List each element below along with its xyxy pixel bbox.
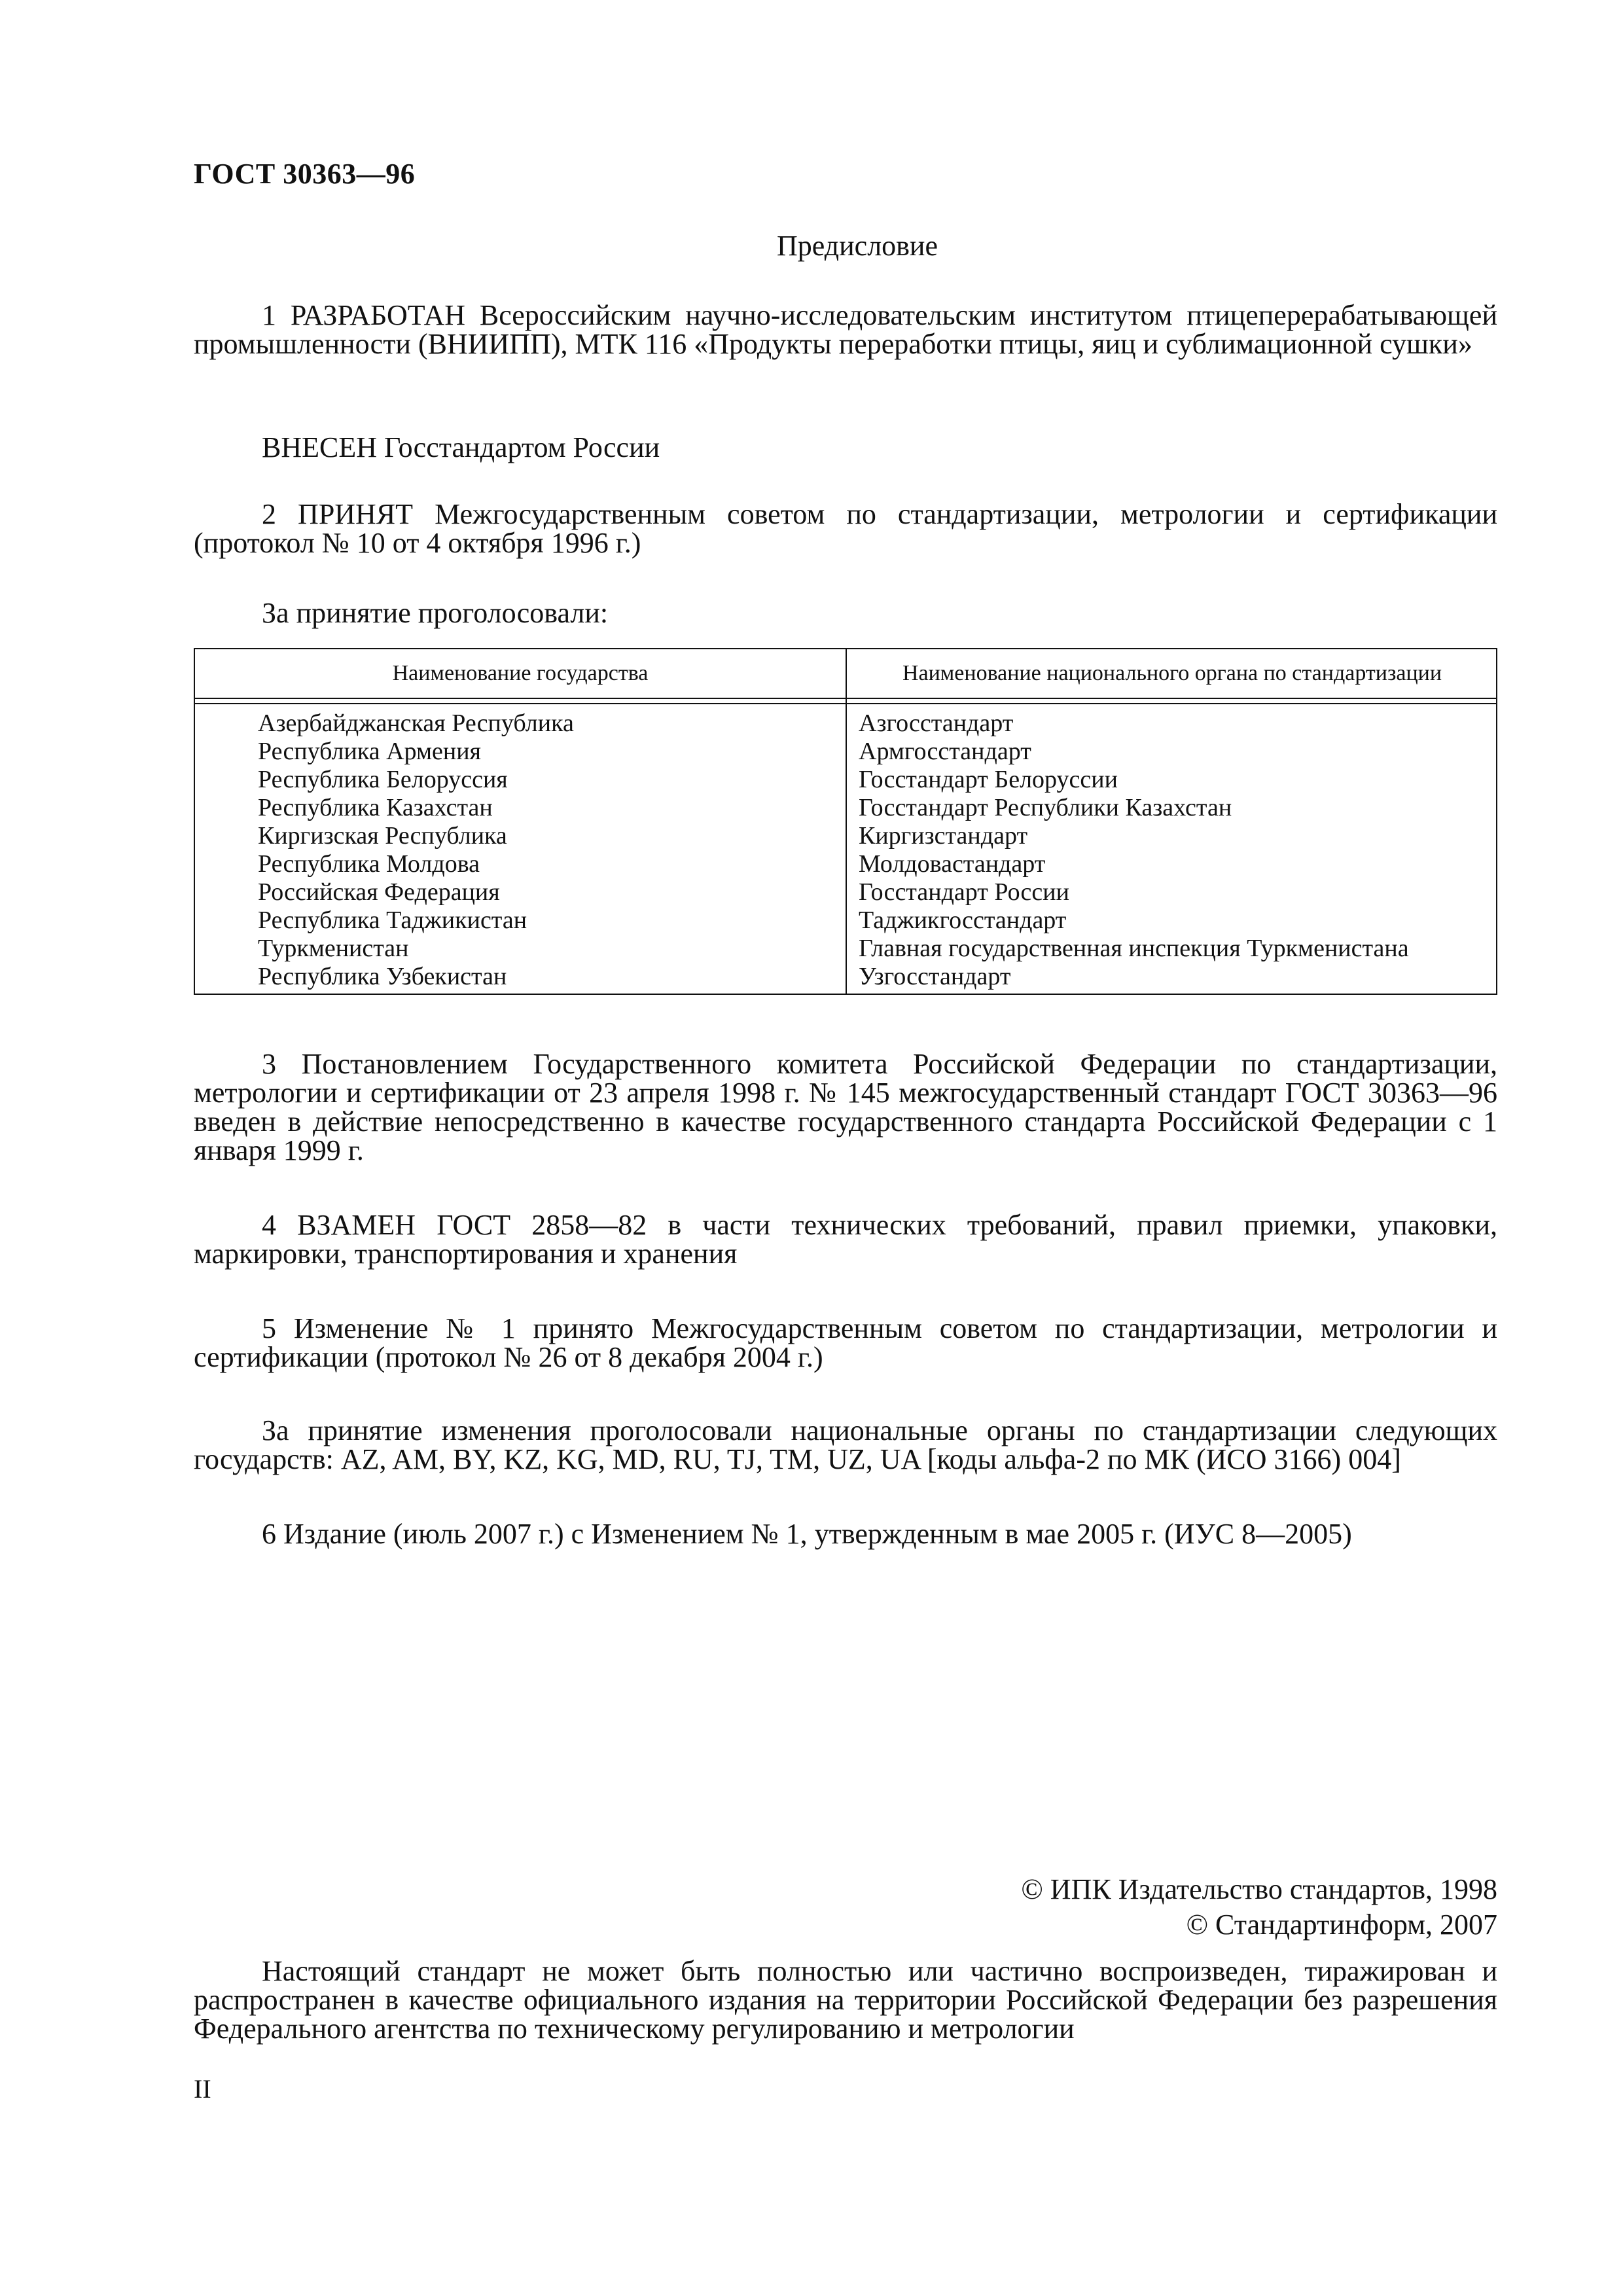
table-header-body: Наименование национального органа по стандартизации <box>902 661 1442 685</box>
reproduction-notice: Настоящий стандарт не может быть полностью или частично воспроизведен, тиражирован и распространен в качестве официального издания на территории Российской Федерации без разрешения Федерального агентства по техническому регулированию и метрологии <box>194 1955 1497 2045</box>
state-item: Республика Узбекистан <box>258 963 507 990</box>
paragraph-voted-intro: За принятие проголосовали: <box>262 597 609 629</box>
body-item: Главная государственная инспекция Туркменистана <box>859 935 1409 962</box>
paragraph-edition: 6 Издание (июль 2007 г.) с Изменением № 1, утвержденным в мае 2005 г. (ИУС 8—2005) <box>262 1518 1352 1550</box>
state-item: Республика Белоруссия <box>258 766 508 793</box>
body-item: Армгосстандарт <box>859 738 1031 765</box>
paragraph-adopted: 2 ПРИНЯТ Межгосударственным советом по стандартизации, метрологии и сертификации (протокол № 10 от 4 октября 1996 г.) <box>194 498 1497 559</box>
copyright-line: © ИПК Издательство стандартов, 1998 <box>1021 1873 1497 1905</box>
body-item: Госстандарт Белоруссии <box>859 766 1118 793</box>
state-item: Туркменистан <box>258 935 409 962</box>
vote-table <box>194 648 1497 995</box>
body-list <box>859 709 1409 991</box>
body-item: Узгосстандарт <box>859 963 1011 990</box>
table-header-rule <box>195 703 1496 704</box>
body-item: Таджикгосстандарт <box>859 906 1067 934</box>
table-header-rule <box>195 698 1496 699</box>
state-item: Республика Армения <box>258 738 482 765</box>
body-item: Госстандарт России <box>859 878 1069 906</box>
state-item: Российская Федерация <box>258 878 500 906</box>
page-number: II <box>194 2074 211 2104</box>
paragraph-amendment: 5 Изменение № 1 принято Межгосударственным советом по стандартизации, метрологии и сертификации (протокол № 26 от 8 декабря 2004 г.) <box>194 1312 1497 1373</box>
body-item: Киргизстандарт <box>859 822 1028 850</box>
table-column-divider <box>846 649 847 994</box>
copyright-line: © Стандартинформ, 2007 <box>1186 1909 1497 1941</box>
standard-code: ГОСТ 30363—96 <box>194 158 416 190</box>
state-list <box>258 709 574 991</box>
state-item: Республика Таджикистан <box>258 906 527 934</box>
body-item: Молдовастандарт <box>859 850 1046 878</box>
body-item: Азгосстандарт <box>859 709 1014 737</box>
state-item: Киргизская Республика <box>258 822 507 850</box>
paragraph-introduced: ВНЕСЕН Госстандартом России <box>262 431 660 463</box>
page-title: Предисловие <box>777 230 938 262</box>
body-item: Госстандарт Республики Казахстан <box>859 794 1232 821</box>
table-header-state: Наименование государства <box>392 661 649 685</box>
paragraph-amendment-vote: За принятие изменения проголосовали национальные органы по стандартизации следующих государств: AZ, AM, BY, KZ, KG, MD, RU, TJ, TM, UZ, UA [коды альфа-2 по МК (ИСО 3166) 004] <box>194 1414 1497 1475</box>
paragraph-developed: 1 РАЗРАБОТАН Всероссийским научно-исследовательским институтом птицеперерабатывающей промышленности (ВНИИПП), МТК 116 «Продукты переработки птицы, яиц и сублимационной сушки» <box>194 299 1497 360</box>
paragraph-enacted: 3 Постановлением Государственного комитета Российской Федерации по стандартизации, метрологии и сертификации от 23 апреля 1998 г. № 145 межгосударственный стандарт ГОСТ 30363—96 введен в действие непосредственно в качестве государственного стандарта Российской Федерации с 1 января 1999 г. <box>194 1048 1497 1166</box>
state-item: Республика Казахстан <box>258 794 493 821</box>
paragraph-replaces: 4 ВЗАМЕН ГОСТ 2858—82 в части технических требований, правил приемки, упаковки, маркировки, транспортирования и хранения <box>194 1209 1497 1270</box>
state-item: Азербайджанская Республика <box>258 709 574 737</box>
state-item: Республика Молдова <box>258 850 480 878</box>
